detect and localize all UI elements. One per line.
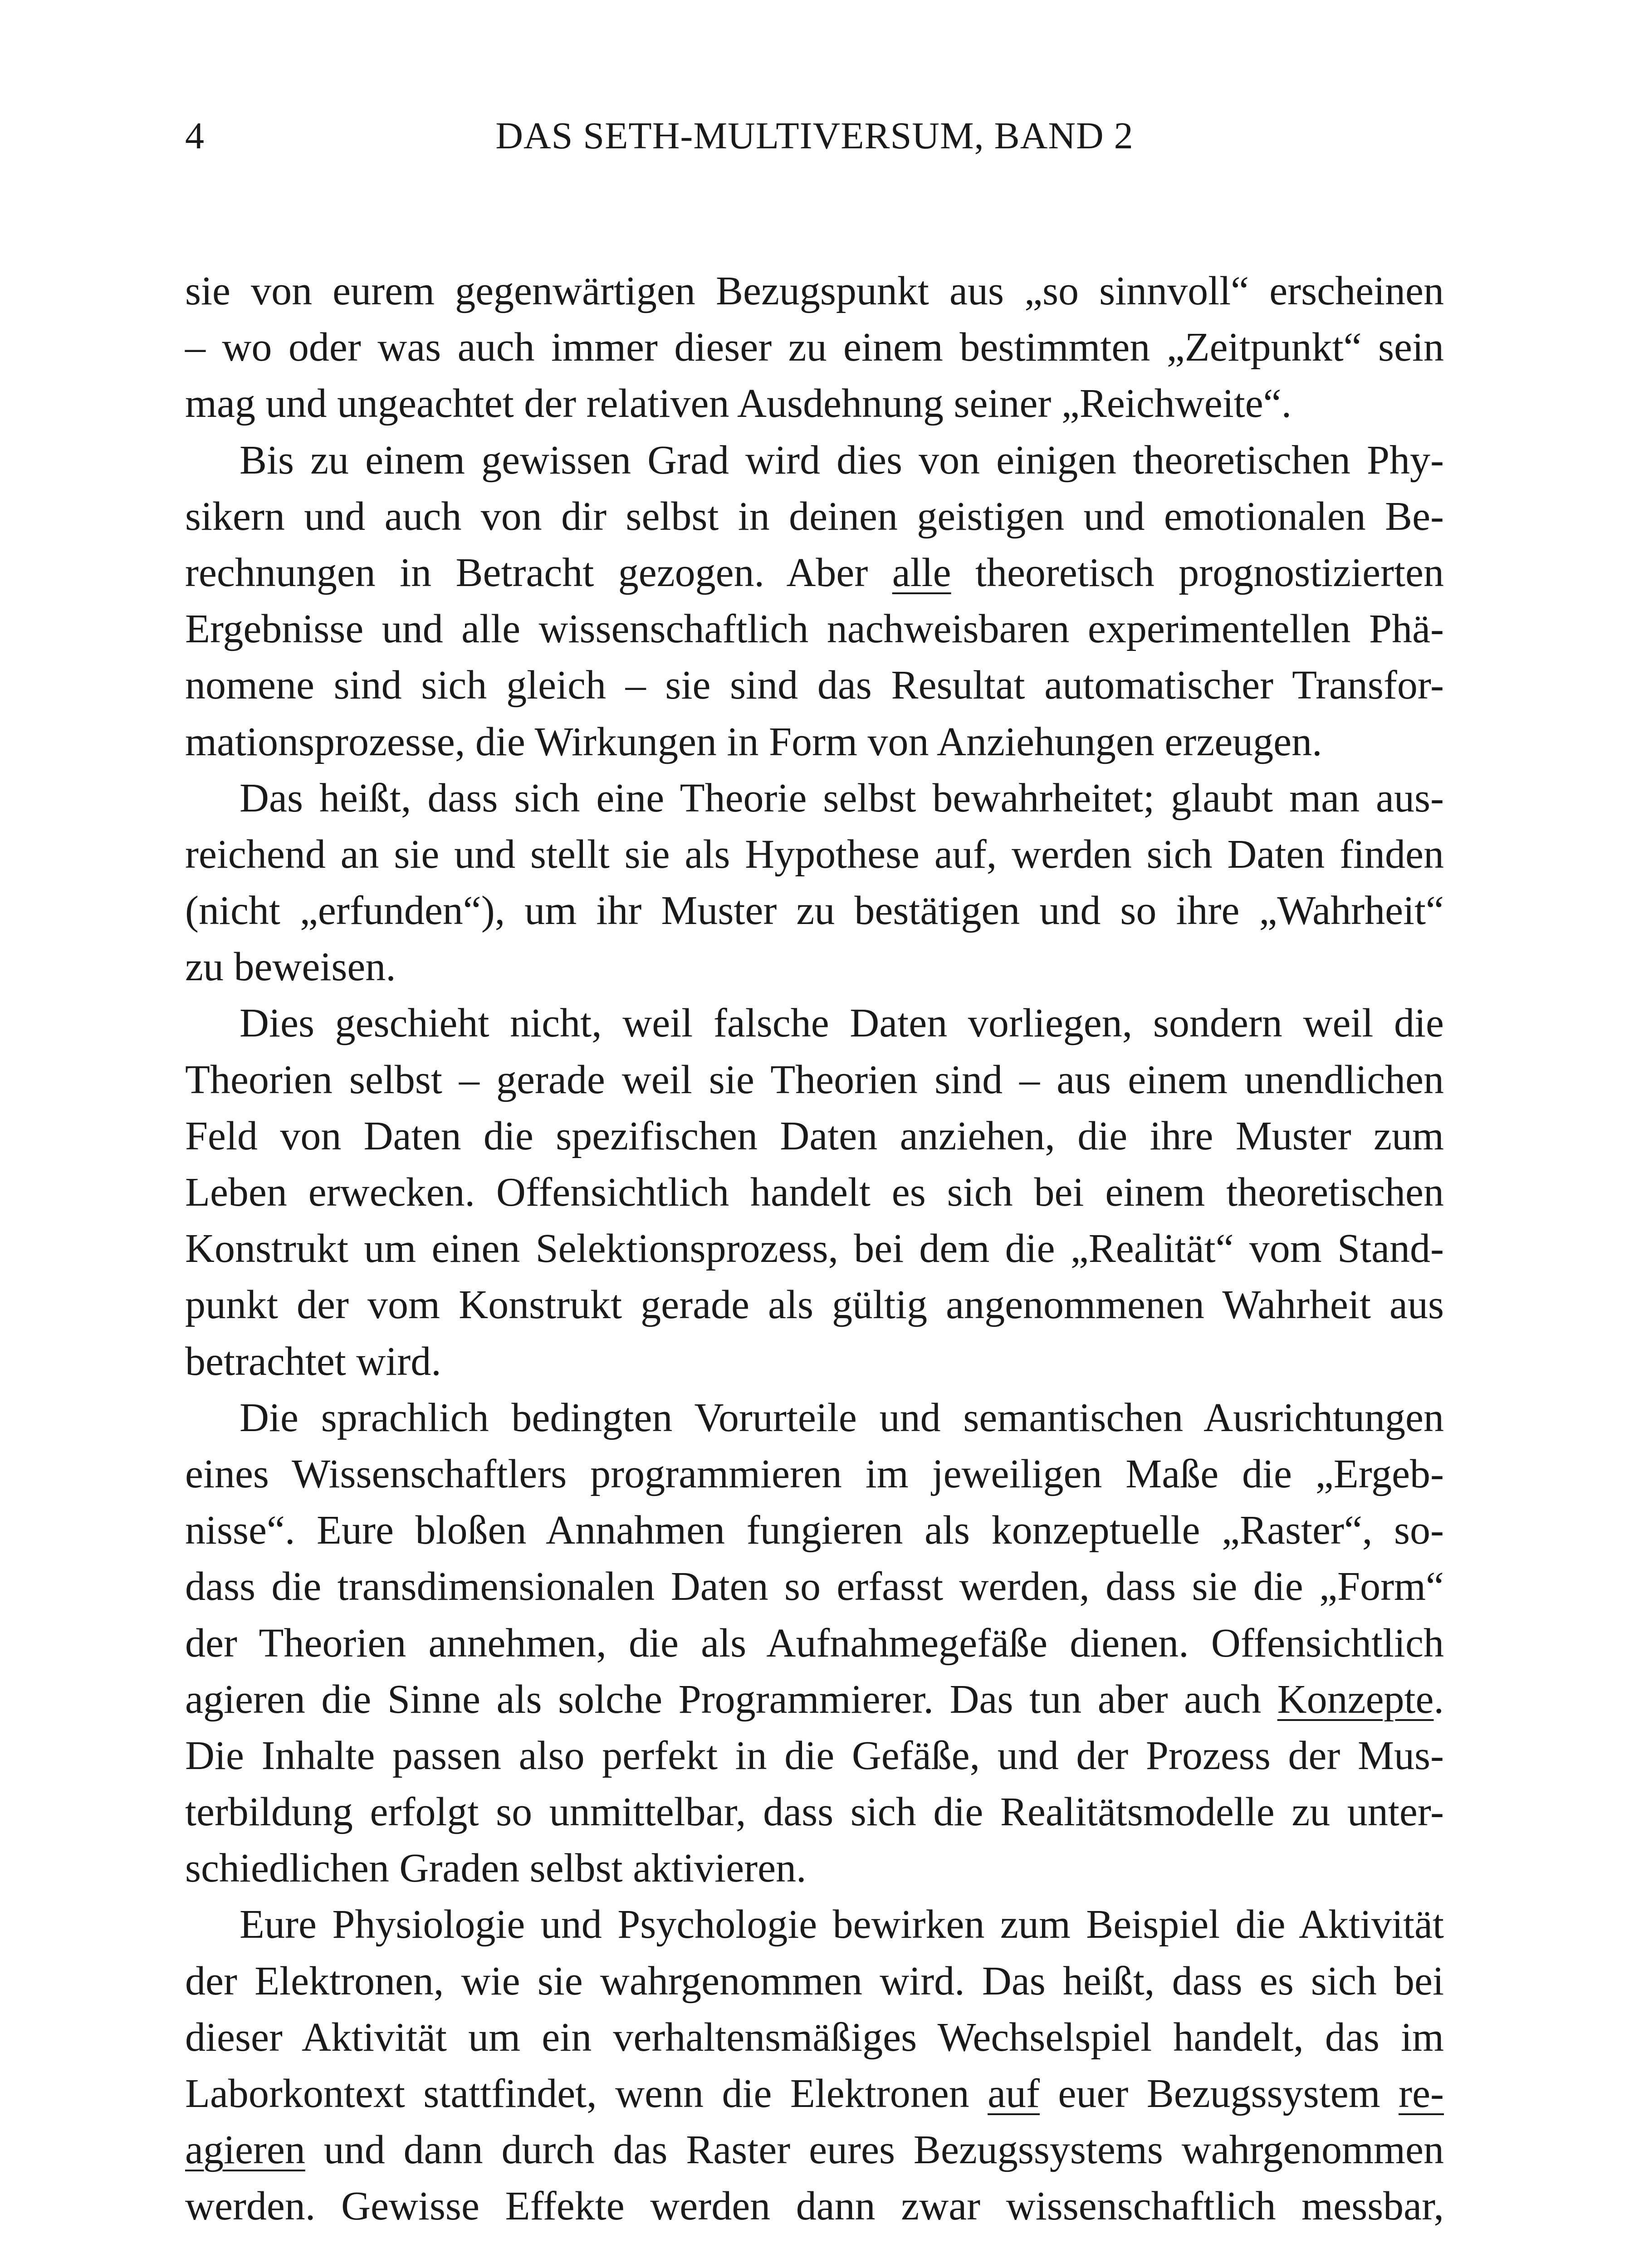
text-line: nomene sind sich gleich – sie sind das Resultat automatischer Transfor- [185, 663, 1444, 708]
text-line: nisse“. Eure bloßen Annahmen fungieren als konzeptuelle „Raster“, so- [185, 1508, 1444, 1553]
text-line: Eure Physiologie und Psychologie bewirken zum Beispiel die Aktivität [240, 1902, 1444, 1947]
page-number: 4 [185, 115, 204, 157]
text-line: eines Wissenschaftlers programmieren im jeweiligen Maße die „Ergeb- [185, 1451, 1444, 1496]
underlined-word: agieren [185, 2127, 305, 2173]
text-line: Die Inhalte passen also perfekt in die Gefäße, und der Prozess der Mus- [185, 1733, 1444, 1778]
text-line: Dies geschieht nicht, weil falsche Daten vorliegen, sondern weil die [240, 1001, 1444, 1046]
text-line: der Elektronen, wie sie wahrgenommen wird. Das heißt, dass es sich bei [185, 1958, 1444, 2004]
text-line: Konstrukt um einen Selektionsprozess, bei dem die „Realität“ vom Stand- [185, 1226, 1444, 1271]
running-title: DAS SETH-MULTIVERSUM, BAND 2 [495, 115, 1134, 157]
text-line: punkt der vom Konstrukt gerade als gültig angenommenen Wahrheit aus [185, 1282, 1444, 1328]
text-line: dieser Aktivität um ein verhaltensmäßiges Wechselspiel handelt, das im [185, 2014, 1444, 2060]
text-line: werden. Gewisse Effekte werden dann zwar wissenschaftlich messbar, [185, 2184, 1444, 2229]
underlined-word: auf [988, 2071, 1040, 2116]
text-line: terbildung erfolgt so unmittelbar, dass sich die Realitätsmodelle zu unter- [185, 1789, 1444, 1835]
text-line: Bis zu einem gewissen Grad wird dies von einigen theoretischen Phy- [240, 437, 1444, 483]
text-line: sie von eurem gegenwärtigen Bezugspunkt aus „so sinnvoll“ erscheinen [185, 269, 1444, 313]
underlined-word: alle [892, 550, 951, 595]
running-header [185, 109, 1444, 163]
text-line: agieren und dann durch das Raster eures Bezugssystems wahrgenommen [185, 2127, 1444, 2173]
text-line: Das heißt, dass sich eine Theorie selbst bewahrheitet; glaubt man aus- [240, 775, 1444, 821]
underlined-word: re- [1399, 2071, 1444, 2116]
text-line: der Theorien annehmen, die als Aufnahmegefäße dienen. Offensichtlich [185, 1620, 1444, 1666]
text-line: mationsprozesse, die Wirkungen in Form von Anziehungen erzeugen. [185, 719, 1322, 764]
text-line: Leben erwecken. Offensichtlich handelt es sich bei einem theoretischen [185, 1170, 1444, 1215]
text-line: (nicht „erfunden“), um ihr Muster zu bestätigen und so ihre „Wahrheit“ [185, 888, 1444, 934]
text-line: schiedlichen Graden selbst aktivieren. [185, 1846, 807, 1891]
text-line: sikern und auch von dir selbst in deinen geistigen und emotionalen Be- [185, 494, 1444, 539]
text-line: betrachtet wird. [185, 1339, 441, 1384]
text-line: dass die transdimensionalen Daten so erfasst werden, dass sie die „Form“ [185, 1564, 1444, 1609]
text-line: – wo oder was auch immer dieser zu einem bestimmten „Zeitpunkt“ sein [185, 325, 1444, 370]
underlined-word: Konzepte [1277, 1677, 1434, 1722]
text-line: agieren die Sinne als solche Programmierer. Das tun aber auch Konzepte. [185, 1677, 1444, 1722]
body-text [185, 263, 1444, 2235]
text-line: Feld von Daten die spezifischen Daten anziehen, die ihre Muster zum [185, 1113, 1444, 1158]
text-line: reichend an sie und stellt sie als Hypothese auf, werden sich Daten finden [185, 831, 1444, 877]
text-line: rechnungen in Betracht gezogen. Aber alle theoretisch prognostizierten [185, 550, 1444, 595]
text-line: mag und ungeachtet der relativen Ausdehnung seiner „Reichweite“. [185, 381, 1292, 426]
text-line: Laborkontext stattfindet, wenn die Elektronen auf euer Bezugssystem re- [185, 2071, 1444, 2116]
text-line: Theorien selbst – gerade weil sie Theorien sind – aus einem unendlichen [185, 1057, 1444, 1102]
text-line: Ergebnisse und alle wissenschaftlich nachweisbaren experimentellen Phä- [185, 606, 1444, 652]
text-line: zu beweisen. [185, 944, 396, 990]
text-line: Die sprachlich bedingten Vorurteile und semantischen Ausrichtungen [240, 1395, 1444, 1440]
